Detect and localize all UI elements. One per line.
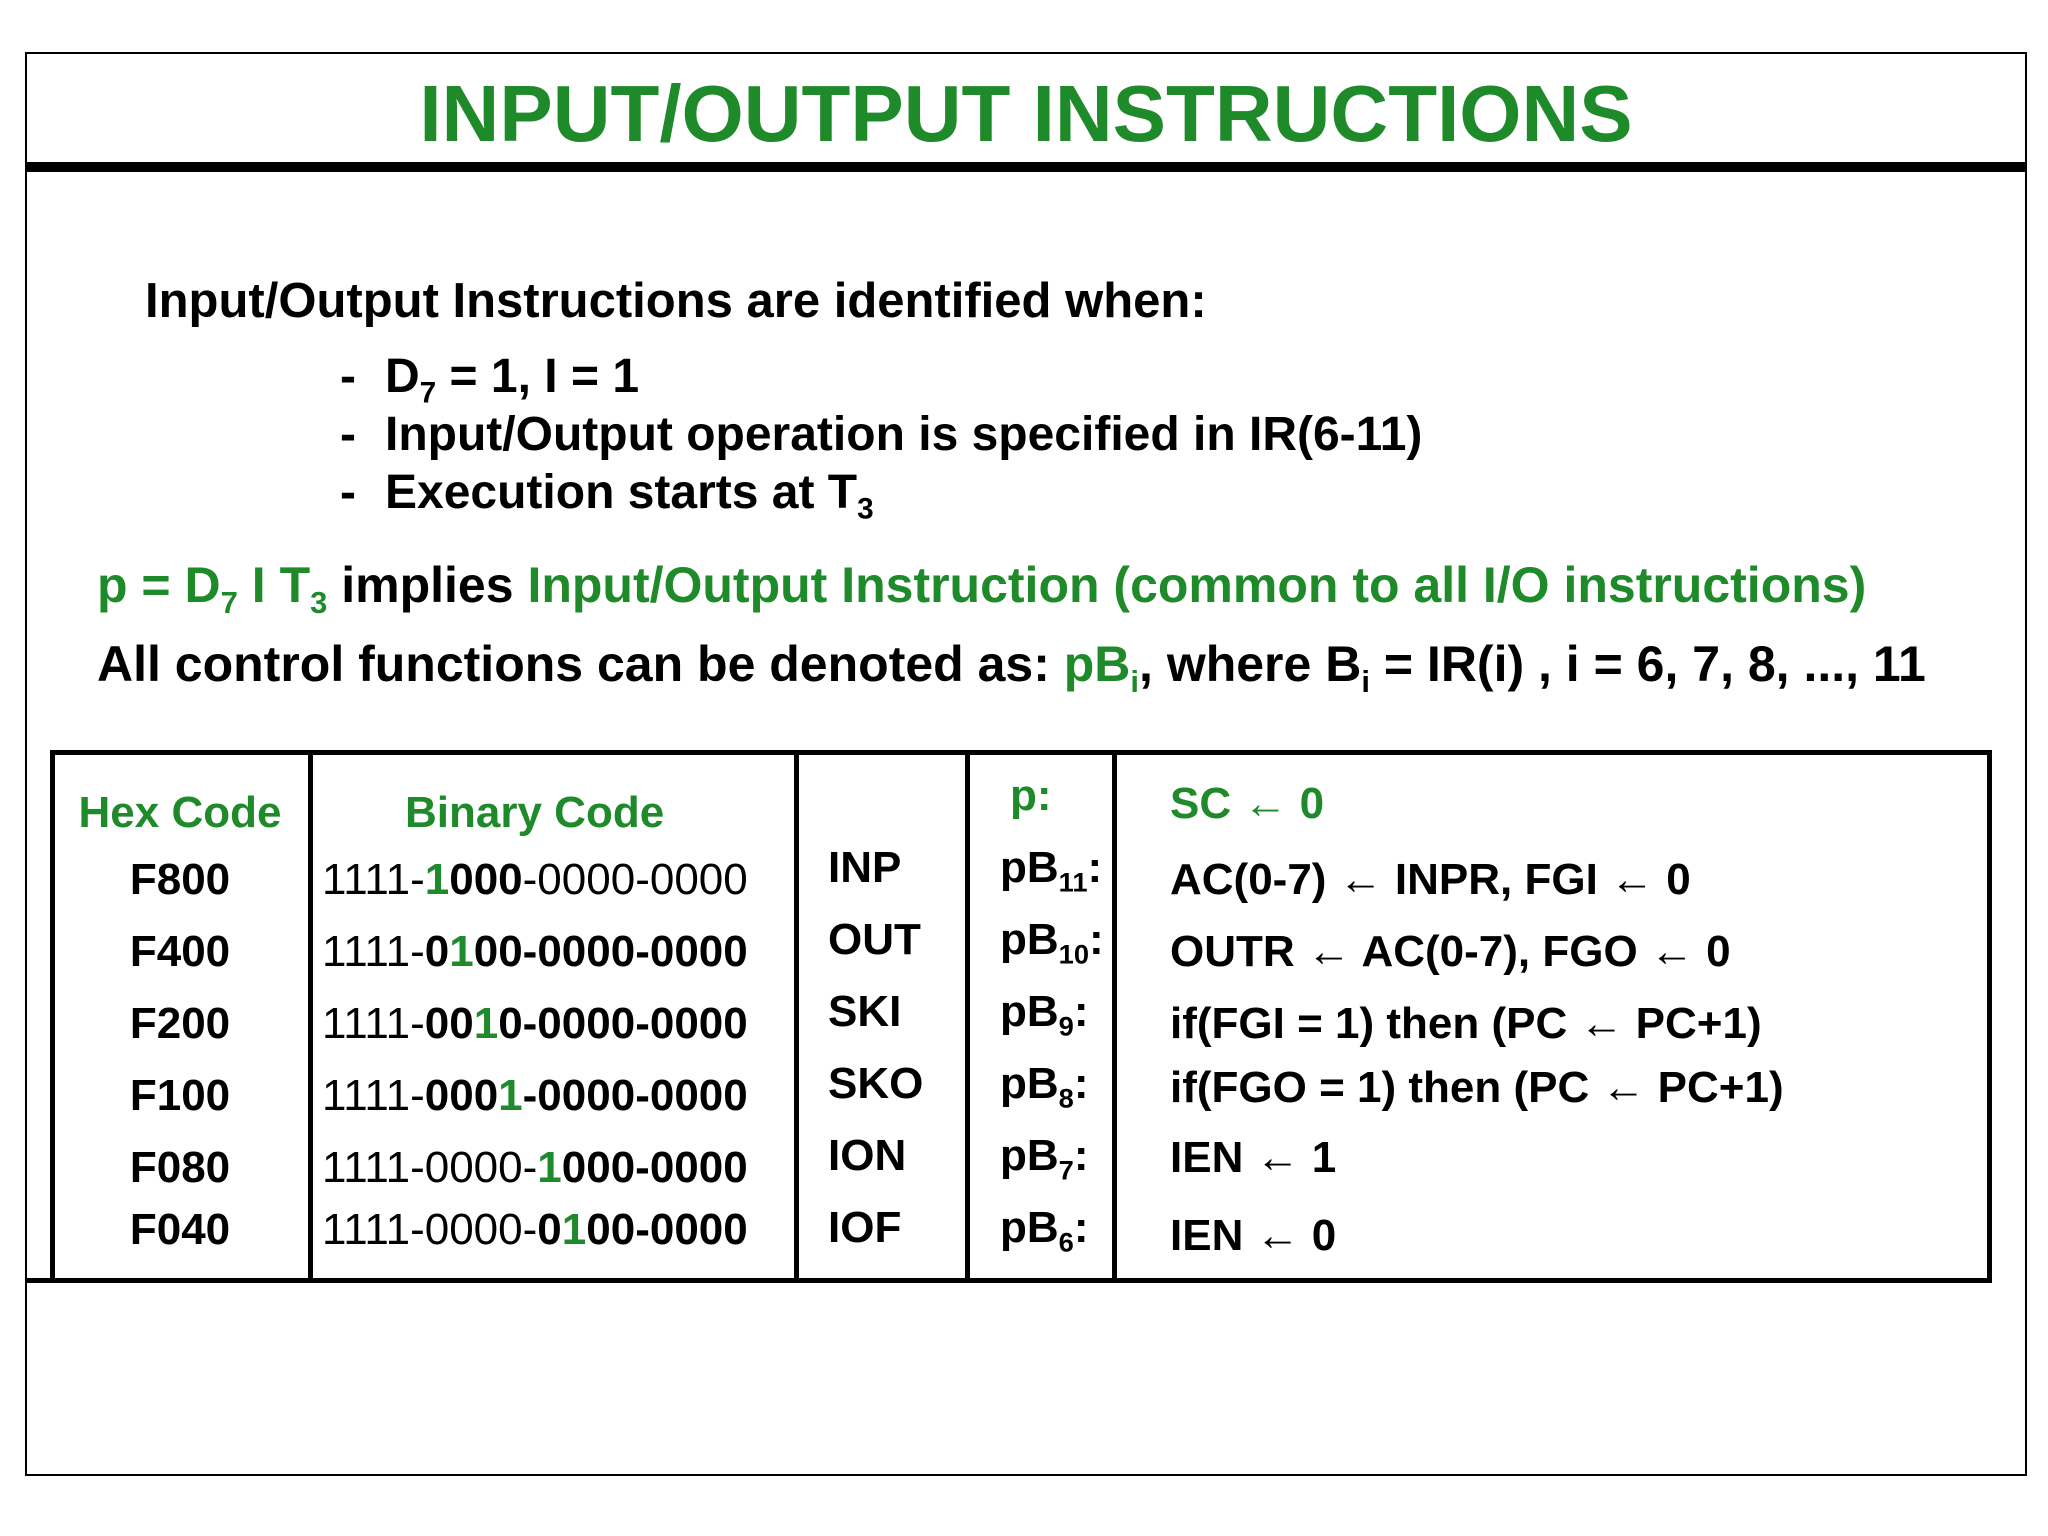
binary-code-cell: 1111-0100-0000-0000 xyxy=(322,927,748,976)
hex-code-cell: F200 xyxy=(129,999,231,1048)
header-p: p: xyxy=(1010,771,1052,820)
control-function-cell: $pB_{10}$: xyxy=(1000,915,1104,970)
bullet-d7: $D_7 = 1$, I = 1 xyxy=(385,350,640,410)
mnemonic-cell: IOF xyxy=(828,1203,902,1252)
hex-code-cell: F040 xyxy=(129,1205,231,1254)
mnemonic-cell: OUT xyxy=(828,915,921,964)
mnemonic-cell: SKO xyxy=(828,1059,924,1108)
control-function-cell: $pB_8$: xyxy=(1000,1059,1089,1114)
hex-code-cell: F400 xyxy=(129,927,231,976)
table-right-border xyxy=(1987,750,1992,1283)
control-function-cell: $pB_7$: xyxy=(1000,1131,1089,1186)
control-function-cell: $pB_6$: xyxy=(1000,1203,1089,1258)
action-cell: if(FGO = 1) then (PC ← PC+1) xyxy=(1170,1063,1784,1112)
header-hex-code: Hex Code xyxy=(78,788,282,837)
binary-code-cell: 1111-0000-1000-0000 xyxy=(322,1143,748,1192)
action-cell: AC(0-7) ← INPR, FGI ← 0 xyxy=(1170,855,1691,904)
slide-title: INPUT/OUTPUT INSTRUCTIONS xyxy=(419,69,1633,158)
hex-code-cell: F080 xyxy=(129,1143,231,1192)
table-bottom-border xyxy=(25,1278,1992,1283)
bullet-dash: - xyxy=(340,408,356,461)
hex-code-cell: F100 xyxy=(129,1071,231,1120)
header-sc-reset: SC ← 0 xyxy=(1170,779,1325,828)
mnemonic-cell: ION xyxy=(828,1131,907,1180)
p-definition-line: $p = D_7$ I $T_3$ implies Input/Output Instruction (common to all I/O instructions) xyxy=(97,557,1867,620)
control-functions-line: All control functions can be denoted as: $pB_i$, where $B_i = IR(i)$ , i = 6, 7, 8, ..., 11 xyxy=(97,636,1926,699)
binary-code-cell: 1111-0000-0100-0000 xyxy=(322,1205,748,1254)
table-divider xyxy=(965,750,970,1283)
table-divider xyxy=(308,750,313,1283)
action-cell: IEN ← 1 xyxy=(1170,1133,1337,1182)
bullet-dash: - xyxy=(340,466,356,519)
bullet-operation: Input/Output operation is specified in IR(6-11) xyxy=(385,408,1423,461)
bullet-dash: - xyxy=(340,350,356,403)
mnemonic-cell: SKI xyxy=(828,987,902,1036)
action-cell: IEN ← 0 xyxy=(1170,1211,1337,1260)
table-divider xyxy=(794,750,799,1283)
mnemonic-cell: INP xyxy=(828,843,902,892)
action-cell: OUTR ← AC(0-7), FGO ← 0 xyxy=(1170,927,1731,976)
slide-frame xyxy=(25,52,2027,1476)
binary-code-cell: 1111-1000-0000-0000 xyxy=(322,855,748,904)
hex-code-cell: F800 xyxy=(129,855,231,904)
binary-code-cell: 1111-0001-0000-0000 xyxy=(322,1071,748,1120)
control-function-cell: $pB_9$: xyxy=(1000,987,1089,1042)
header-binary-code: Binary Code xyxy=(405,788,665,837)
binary-code-cell: 1111-0010-0000-0000 xyxy=(322,999,748,1048)
control-function-cell: $pB_{11}$: xyxy=(1000,843,1103,898)
bullet-execution: Execution starts at $T_3$ xyxy=(385,466,874,526)
action-cell: if(FGI = 1) then (PC ← PC+1) xyxy=(1170,999,1762,1048)
table-divider xyxy=(1112,750,1117,1283)
intro-text: Input/Output Instructions are identified when: xyxy=(145,274,1207,328)
table-top-border xyxy=(50,750,1992,755)
